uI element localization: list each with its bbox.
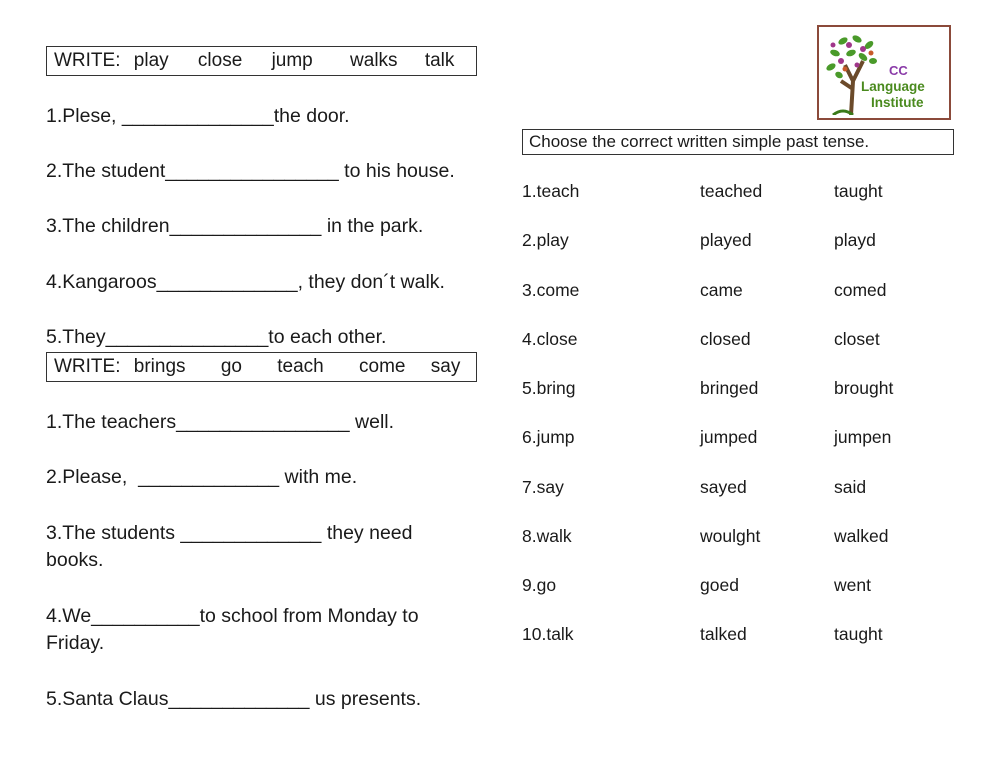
word-bank-box-1 [46, 46, 477, 76]
exercise-sentence: 5.They_______________to each other. [46, 326, 387, 348]
past-tense-option[interactable]: closet [834, 329, 880, 349]
past-tense-option[interactable]: teached [700, 181, 763, 201]
exercise-sentence: 2.Please, _____________ with me. [46, 466, 358, 488]
past-tense-option[interactable]: taught [834, 624, 883, 644]
past-tense-option[interactable]: taught [834, 181, 883, 201]
table-row [522, 181, 962, 205]
base-verb: 7.say [522, 477, 564, 497]
base-verb: 6.jump [522, 427, 575, 447]
base-verb: 4.close [522, 329, 578, 349]
past-tense-option[interactable]: jumpen [834, 427, 892, 447]
past-tense-option[interactable]: talked [700, 624, 747, 644]
past-tense-option[interactable]: went [834, 575, 871, 595]
exercise-sentence: 1.Plese, ______________the door. [46, 105, 350, 127]
past-tense-option[interactable]: bringed [700, 378, 759, 398]
logo-text-line2: Institute [871, 95, 924, 110]
word-bank-word: go [220, 356, 242, 377]
table-row [522, 477, 962, 501]
word-bank-label: WRITE: [54, 50, 121, 71]
word-bank-word: walks [350, 50, 398, 71]
past-tense-option[interactable]: brought [834, 378, 894, 398]
logo-text-line1: Language [861, 79, 925, 94]
exercise-sentence: 4.We__________to school from Monday to Friday. [46, 605, 424, 654]
past-tense-option[interactable]: came [700, 280, 743, 300]
past-tense-option[interactable]: playd [834, 230, 876, 250]
past-tense-option[interactable]: goed [700, 575, 739, 595]
table-row [522, 329, 962, 353]
word-bank-word: say [430, 356, 461, 377]
past-tense-option[interactable]: said [834, 477, 867, 497]
word-bank-box-2 [46, 352, 477, 382]
logo-initials: CC [889, 63, 908, 78]
table-row [522, 624, 962, 648]
word-bank-label: WRITE: [54, 356, 121, 377]
word-bank-word: play [133, 50, 169, 71]
past-tense-option[interactable]: closed [700, 329, 751, 349]
institute-logo [817, 25, 951, 120]
word-bank-word: close [197, 50, 243, 71]
exercise-sentence: 2.The student________________ to his house. [46, 160, 455, 182]
base-verb: 1.teach [522, 181, 580, 201]
table-row [522, 378, 962, 402]
word-bank-word: come [359, 356, 406, 377]
base-verb: 9.go [522, 575, 557, 595]
exercise-sentence: 5.Santa Claus_____________ us presents. [46, 688, 422, 710]
past-tense-option[interactable]: comed [834, 280, 887, 300]
base-verb: 2.play [522, 230, 569, 250]
base-verb: 3.come [522, 280, 580, 300]
base-verb: 5.bring [522, 378, 576, 398]
past-tense-option[interactable]: sayed [700, 477, 747, 497]
word-bank-word: teach [277, 356, 324, 377]
table-row [522, 526, 962, 550]
word-bank-word: jump [271, 50, 313, 71]
past-tense-option[interactable]: played [700, 230, 752, 250]
word-bank-word: talk [424, 50, 455, 71]
exercise-sentence: 4.Kangaroos_____________, they don´t walk. [46, 271, 445, 293]
exercise-sentence: 3.The children______________ in the park. [46, 215, 424, 237]
table-row [522, 427, 962, 451]
base-verb: 10.talk [522, 624, 574, 644]
table-row [522, 280, 962, 304]
word-bank-word: brings [133, 356, 186, 377]
past-tense-option[interactable]: walked [834, 526, 889, 546]
past-tense-option[interactable]: jumped [700, 427, 758, 447]
exercise-sentence: 1.The teachers________________ well. [46, 411, 395, 433]
table-row [522, 230, 962, 254]
table-row [522, 575, 962, 599]
exercise-sentence: 3.The students _____________ they need books. [46, 522, 418, 571]
past-tense-option[interactable]: woulght [700, 526, 761, 546]
instruction-box: Choose the correct written simple past tense. [522, 129, 954, 155]
base-verb: 8.walk [522, 526, 572, 546]
